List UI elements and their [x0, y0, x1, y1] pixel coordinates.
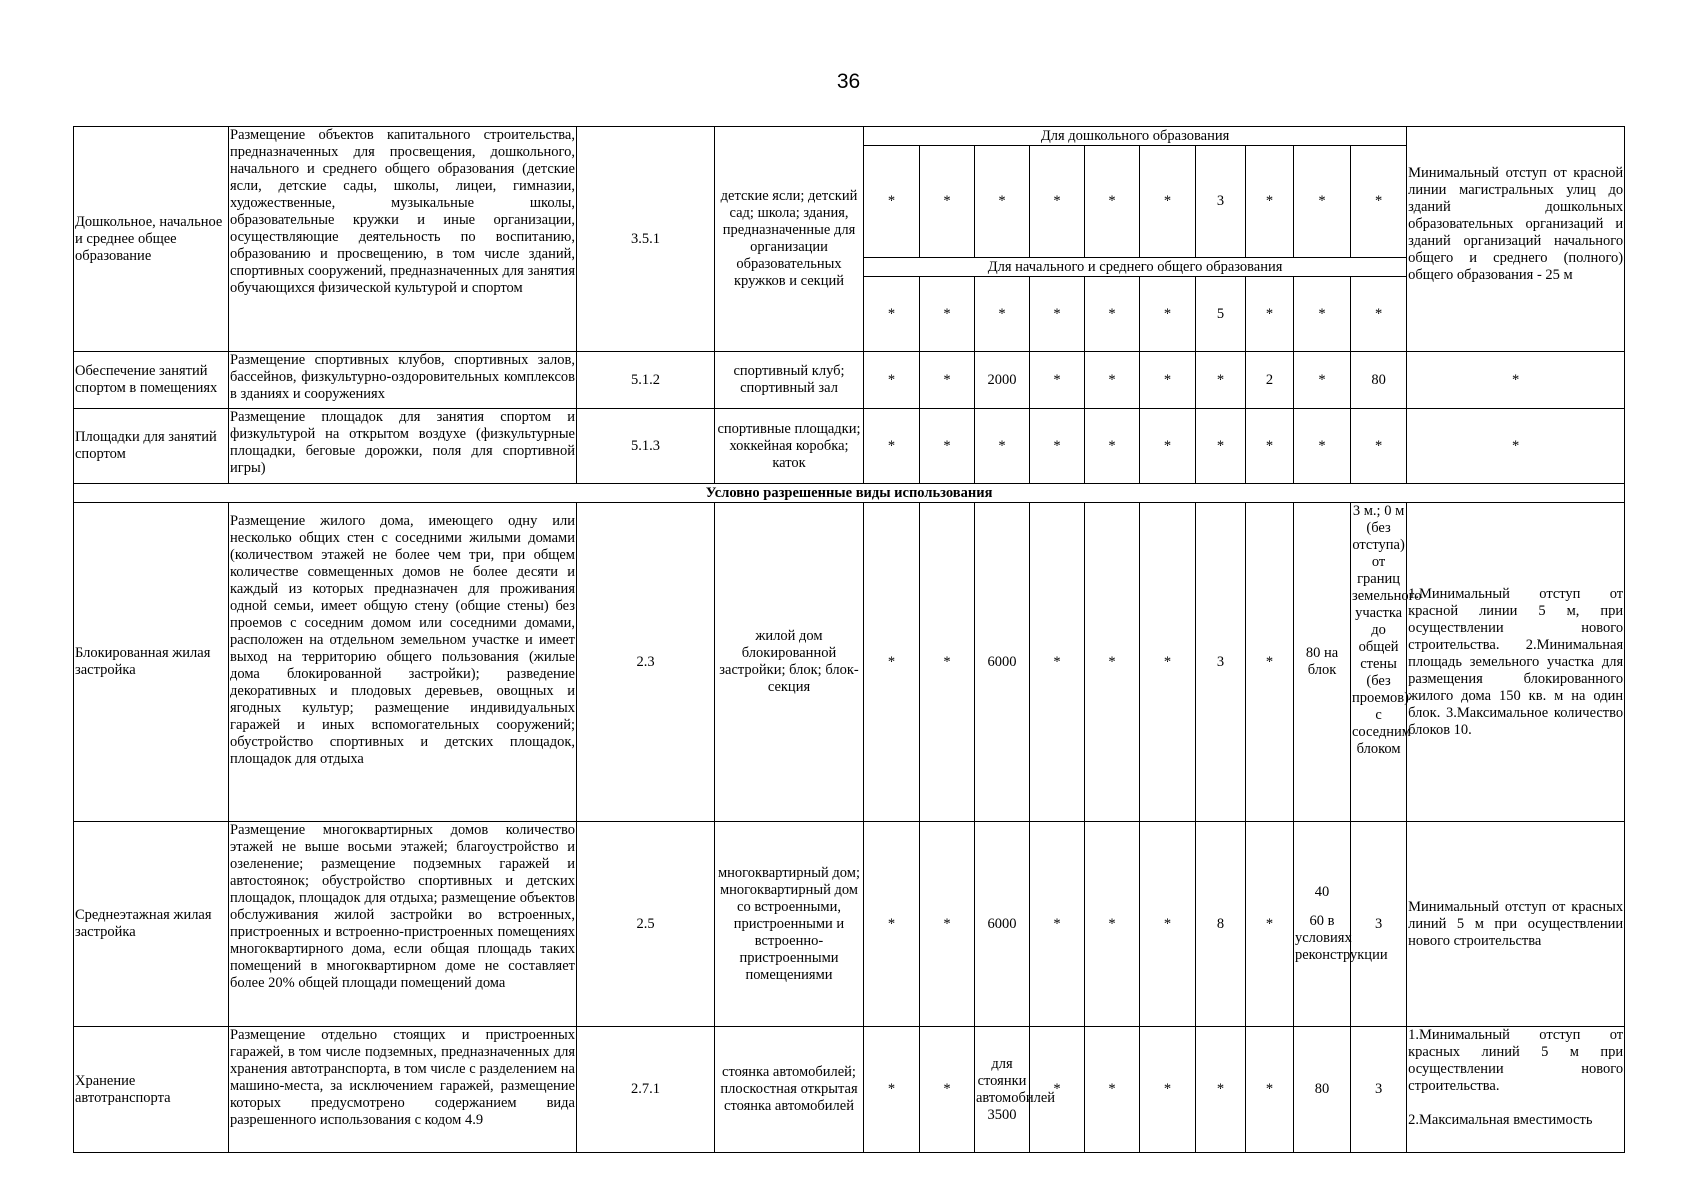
- param-value: *: [1246, 822, 1294, 1027]
- param-value: *: [1140, 409, 1196, 484]
- param-value: *: [1351, 277, 1407, 352]
- use-code: 2.3: [577, 503, 715, 822]
- param-value: *: [920, 409, 975, 484]
- use-name: Обеспечение занятий спортом в помещениях: [74, 352, 229, 409]
- use-note: Минимальный отступ от красных линий 5 м при осуществлении нового строительства: [1407, 822, 1625, 1027]
- param-value: *: [920, 1027, 975, 1153]
- param-value: 3: [1351, 1027, 1407, 1153]
- use-note: *: [1407, 409, 1625, 484]
- use-note: [1407, 1027, 1625, 1153]
- use-note: 1.Минимальный отступ от красной линии 5 м, при осуществлении нового строительства. 2.Минимальная площадь земельного участка для размещения блокированного жилого дома 150 кв. м на один блок. 3.Максимальное количество блоков 10.: [1407, 503, 1625, 822]
- use-code: 5.1.3: [577, 409, 715, 484]
- use-description: Размещение многоквартирных домов количество этажей не выше восьми этажей; благоустройство и озеленение; размещение подземных гаражей и автостоянок; обустройство спортивных и детских площадок, площадок для отдыха; размещение объектов обслуживания жилой застройки во встроенных, пристроенных и встроенно-пристроенных помещениях многоквартирного дома, если общая площадь таких помещений в многоквартирном доме не составляет более 20% общей площади помещений дома: [229, 822, 577, 1027]
- param-value: 3: [1196, 503, 1246, 822]
- param-value: *: [864, 409, 920, 484]
- object-types: детские ясли; детский сад; школа; здания, предназначенные для организации образовательных кружков и секций: [715, 127, 864, 352]
- param-value: *: [1246, 146, 1294, 258]
- param-value: *: [920, 146, 975, 258]
- use-note-part: 2.Максимальная вместимость: [1408, 1112, 1593, 1128]
- use-name: Хранение автотранспорта: [74, 1027, 229, 1153]
- table-row: [74, 127, 1625, 146]
- use-description: Размещение отдельно стоящих и пристроенных гаражей, в том числе подземных, предназначенных для хранения автотранспорта, в том числе с разделением на машино-места, за исключением гаражей, размещение которых предусмотрено содержанием вида разрешенного использования с кодом 4.9: [229, 1027, 577, 1153]
- object-types: жилой дом блокированной застройки; блок; блок-секция: [715, 503, 864, 822]
- use-name: Дошкольное, начальное и среднее общее образование: [74, 127, 229, 352]
- param-value: *: [1140, 1027, 1196, 1153]
- use-code: 2.7.1: [577, 1027, 715, 1153]
- param-value: *: [1351, 146, 1407, 258]
- param-value-main: 40: [1314, 884, 1330, 900]
- param-value-reconstruction: 60 в условиях реконструкции: [1295, 913, 1388, 963]
- param-value: *: [1030, 822, 1085, 1027]
- use-name: Площадки для занятий спортом: [74, 409, 229, 484]
- param-value: 2: [1246, 352, 1294, 409]
- param-value: *: [864, 146, 920, 258]
- use-description: Размещение жилого дома, имеющего одну или несколько общих стен с соседними жилыми домами (количеством этажей не более чем три, при общем количестве совмещенных домов не более десяти и каждый из которых предназначен для проживания одной семьи, имеет общую стену (общие стены) без проемов с соседним домом или соседними домами, расположен на отдельном земельном участке и имеет выход на территорию общего пользования (жилые дома блокированной застройки); разведение декоративных и плодовых деревьев, овощных и ягодных культур; размещение индивидуальных гаражей и иных вспомогательных сооружений; обустройство спортивных и детских площадок, площадок для отдыха: [229, 503, 577, 822]
- param-value: *: [1085, 277, 1140, 352]
- param-value: *: [1140, 503, 1196, 822]
- param-value: 80 на блок: [1294, 503, 1351, 822]
- table-row: [74, 352, 1625, 409]
- param-value: 2000: [975, 352, 1030, 409]
- param-value: *: [1140, 146, 1196, 258]
- param-value: *: [920, 352, 975, 409]
- use-note-part: 1.Минимальный отступ от красных линий 5 м при осуществлении нового строительства.: [1408, 1027, 1624, 1094]
- param-value: *: [1030, 277, 1085, 352]
- use-description: Размещение объектов капитального строительства, предназначенных для просвещения, дошкольного, начального и среднего общего образования (детские ясли, детские сады, школы, лицеи, гимназии, художественные, музыкальные школы, образовательные кружки и иные организации, осуществляющие деятельность по воспитанию, образованию и просвещению, в том числе зданий, спортивных сооружений, предназначенных для занятия обучающихся физической культурой и спортом: [229, 127, 577, 352]
- param-value: *: [1246, 1027, 1294, 1153]
- param-value: *: [1030, 352, 1085, 409]
- section-heading: Условно разрешенные виды использования: [74, 484, 1625, 503]
- param-value: *: [1085, 409, 1140, 484]
- table-row: [74, 822, 1625, 1027]
- param-value: *: [1246, 503, 1294, 822]
- param-value: *: [975, 409, 1030, 484]
- param-value: 6000: [975, 822, 1030, 1027]
- param-value: *: [864, 1027, 920, 1153]
- object-types: спортивный клуб; спортивный зал: [715, 352, 864, 409]
- param-value: *: [1085, 352, 1140, 409]
- param-value: *: [1294, 146, 1351, 258]
- use-note: *: [1407, 352, 1625, 409]
- param-value: *: [1351, 409, 1407, 484]
- use-description: Размещение площадок для занятия спортом и физкультурой на открытом воздухе (физкультурные площадки, беговые дорожки, поля для спортивной игры): [229, 409, 577, 484]
- param-value: 3: [1351, 822, 1407, 1027]
- param-value: *: [864, 503, 920, 822]
- param-value: *: [1294, 277, 1351, 352]
- table-row: [74, 1027, 1625, 1153]
- param-value: *: [920, 822, 975, 1027]
- use-note: Минимальный отступ от красной линии магистральных улиц до зданий дошкольных образовательных организаций и зданий организаций начального общего и среднего (полного) общего образования - 25 м: [1407, 127, 1625, 352]
- param-value: *: [975, 277, 1030, 352]
- param-value: для стоянки автомобилей 3500: [975, 1027, 1030, 1153]
- use-description: Размещение спортивных клубов, спортивных залов, бассейнов, физкультурно-оздоровительных комплексов в зданиях и сооружениях: [229, 352, 577, 409]
- subheader-general-education: Для начального и среднего общего образования: [864, 258, 1407, 277]
- param-value: *: [1140, 277, 1196, 352]
- param-value: *: [975, 146, 1030, 258]
- param-value: [1294, 822, 1388, 1027]
- zoning-table: [73, 126, 1625, 1153]
- param-value: *: [1196, 1027, 1246, 1153]
- param-value: 80: [1351, 352, 1407, 409]
- use-code: 3.5.1: [577, 127, 715, 352]
- object-types: спортивные площадки; хоккейная коробка; каток: [715, 409, 864, 484]
- object-types: стоянка автомобилей; плоскостная открытая стоянка автомобилей: [715, 1027, 864, 1153]
- param-value: *: [1140, 352, 1196, 409]
- param-value: *: [864, 352, 920, 409]
- param-value: *: [1246, 409, 1294, 484]
- param-value: *: [1246, 277, 1294, 352]
- param-value: *: [1030, 146, 1085, 258]
- param-value: *: [1196, 409, 1246, 484]
- param-value: *: [920, 277, 975, 352]
- use-code: 5.1.2: [577, 352, 715, 409]
- use-name: Блокированная жилая застройка: [74, 503, 229, 822]
- param-value: *: [1030, 503, 1085, 822]
- param-value: *: [1294, 409, 1351, 484]
- table-row: [74, 484, 1625, 503]
- param-value: *: [1085, 503, 1140, 822]
- table-row: [74, 409, 1625, 484]
- param-value: 3: [1196, 146, 1246, 258]
- param-value: *: [1085, 146, 1140, 258]
- table-row: [74, 503, 1625, 822]
- param-value: *: [1196, 352, 1246, 409]
- use-code: 2.5: [577, 822, 715, 1027]
- param-value: 5: [1196, 277, 1246, 352]
- subheader-preschool: Для дошкольного образования: [864, 127, 1407, 146]
- param-value: 80: [1294, 1027, 1351, 1153]
- param-value: *: [1085, 1027, 1140, 1153]
- param-value: *: [1140, 822, 1196, 1027]
- param-value: *: [864, 277, 920, 352]
- object-types: многоквартирный дом; многоквартирный дом со встроенными, пристроенными и встроенно-пристроенными помещениями: [715, 822, 864, 1027]
- param-value: 3 м.; 0 м (без отступа) от границ земельного участка до общей стены (без проемов) с соседним блоком: [1351, 503, 1407, 822]
- param-value: *: [1085, 822, 1140, 1027]
- param-value: *: [1030, 1027, 1085, 1153]
- use-name: Среднеэтажная жилая застройка: [74, 822, 229, 1027]
- param-value: *: [1294, 352, 1351, 409]
- param-value: *: [920, 503, 975, 822]
- param-value: *: [864, 822, 920, 1027]
- page-number: 36: [836, 70, 861, 93]
- param-value: 6000: [975, 503, 1030, 822]
- param-value: 8: [1196, 822, 1246, 1027]
- param-value: *: [1030, 409, 1085, 484]
